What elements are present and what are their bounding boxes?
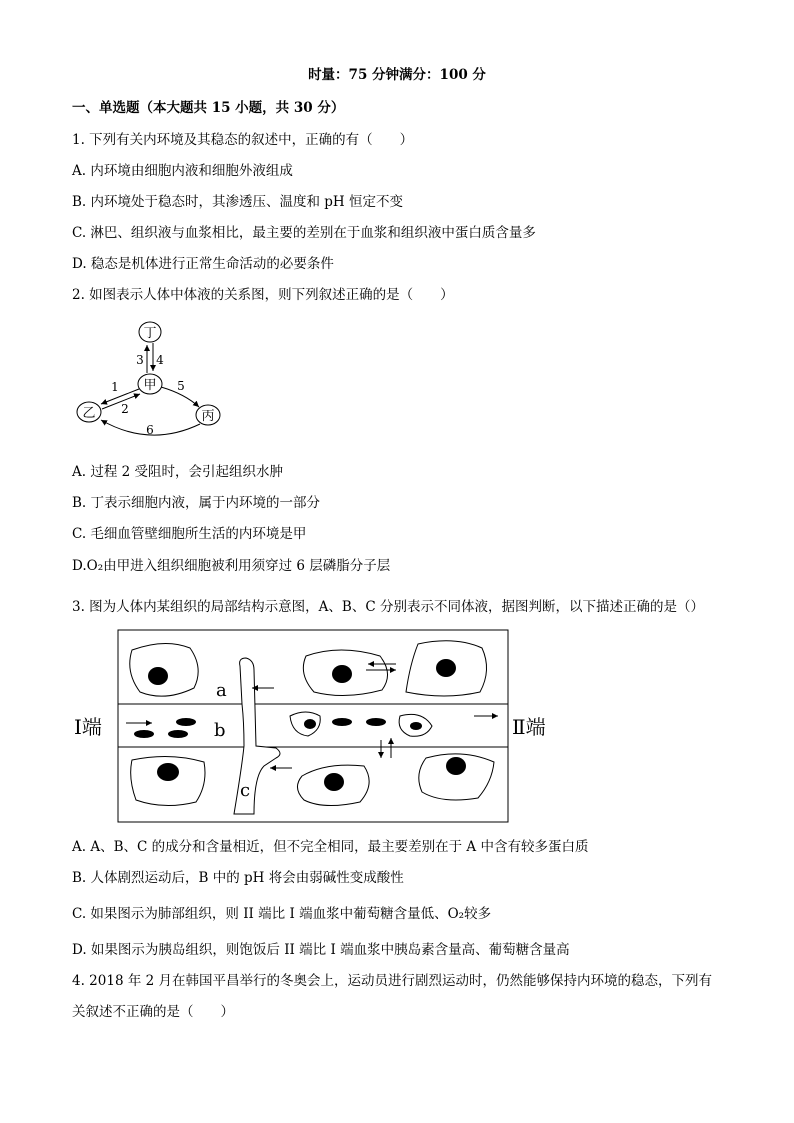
q1-option-a: A. 内环境由细胞内液和细胞外液组成 <box>72 163 293 179</box>
arrow-label-5: 5 <box>177 379 185 393</box>
red-blood-cell <box>366 718 386 726</box>
red-blood-cell <box>332 718 352 726</box>
q3-option-c: C. 如果图示为肺部组织，则 II 端比 I 端血浆中葡萄糖含量低、O₂较多 <box>72 906 492 922</box>
label-a: a <box>216 680 227 701</box>
tissue-cell <box>130 643 198 696</box>
node-yi <box>77 402 101 422</box>
end-i-label: Ⅰ端 <box>74 715 102 739</box>
svg-text:乙: 乙 <box>82 406 96 421</box>
section-title: 一、单选题（本大题共 15 小题，共 30 分） <box>72 100 345 116</box>
q3-option-d: D. 如果图示为胰岛组织，则饱饭后 II 端比 I 端血浆中胰岛素含量高、葡萄糖含量高 <box>72 942 570 958</box>
q3-option-a: A. A、B、C 的成分和含量相近，但不完全相同，最主要差别在于 A 中含有较多蛋白质 <box>72 839 589 855</box>
question-4-stem-line2: 关叙述不正确的是（ ） <box>72 1004 234 1020</box>
arrow-label-6: 6 <box>146 423 154 437</box>
node-jia <box>138 374 162 394</box>
svg-text:丙: 丙 <box>201 409 215 424</box>
q3-option-b: B. 人体剧烈运动后，B 中的 pH 将会由弱碱性变成酸性 <box>72 870 404 886</box>
tissue-cell <box>406 641 487 696</box>
label-b: b <box>214 720 226 741</box>
question-1-stem: 1. 下列有关内环境及其稳态的叙述中，正确的有（ ） <box>72 132 414 148</box>
q2-option-c: C. 毛细血管壁细胞所生活的内环境是甲 <box>72 526 307 542</box>
question-4-stem-line1: 4. 2018 年 2 月在韩国平昌举行的冬奥会上，运动员进行剧烈运动时，仍然能够保持内环境的稳态，下列有 <box>72 973 712 989</box>
q2-option-d: D.O₂由甲进入组织细胞被利用须穿过 6 层磷脂分子层 <box>72 558 391 574</box>
tissue-cell <box>303 650 387 696</box>
q1-option-b: B. 内环境处于稳态时，其渗透压、温度和 pH 恒定不变 <box>72 194 403 210</box>
q2-option-a: A. 过程 2 受阻时，会引起组织水肿 <box>72 464 284 480</box>
arrow-label-2: 2 <box>121 402 129 416</box>
label-c: c <box>240 780 251 801</box>
svg-text:甲: 甲 <box>143 378 157 393</box>
tissue-structure-diagram <box>70 626 560 826</box>
red-blood-cell <box>168 730 188 738</box>
arrow-label-3: 3 <box>136 353 144 367</box>
red-blood-cell <box>134 730 154 738</box>
q1-option-d: D. 稳态是机体进行正常生命活动的必要条件 <box>72 256 334 272</box>
tissue-cell <box>131 756 205 805</box>
question-3-stem: 3. 图为人体内某组织的局部结构示意图，A、B、C 分别表示不同体液，据图判断，以下描述正确的是（） <box>72 599 704 615</box>
q1-option-c: C. 淋巴、组织液与血浆相比，最主要的差别在于血浆和组织液中蛋白质含量多 <box>72 225 536 241</box>
exam-header: 时量：75 分钟满分：100 分 <box>308 67 486 83</box>
end-ii-label: Ⅱ端 <box>512 715 546 739</box>
svg-text:丁: 丁 <box>143 326 157 341</box>
node-ding <box>139 322 161 342</box>
arrow-label-4: 4 <box>156 353 164 367</box>
red-blood-cell <box>176 718 196 726</box>
q2-option-b: B. 丁表示细胞内液，属于内环境的一部分 <box>72 495 321 511</box>
body-fluid-relationship-diagram <box>70 318 230 442</box>
node-bing <box>196 405 220 425</box>
question-2-stem: 2. 如图表示人体中体液的关系图，则下列叙述正确的是（ ） <box>72 287 454 303</box>
arrow-label-1: 1 <box>111 380 119 394</box>
